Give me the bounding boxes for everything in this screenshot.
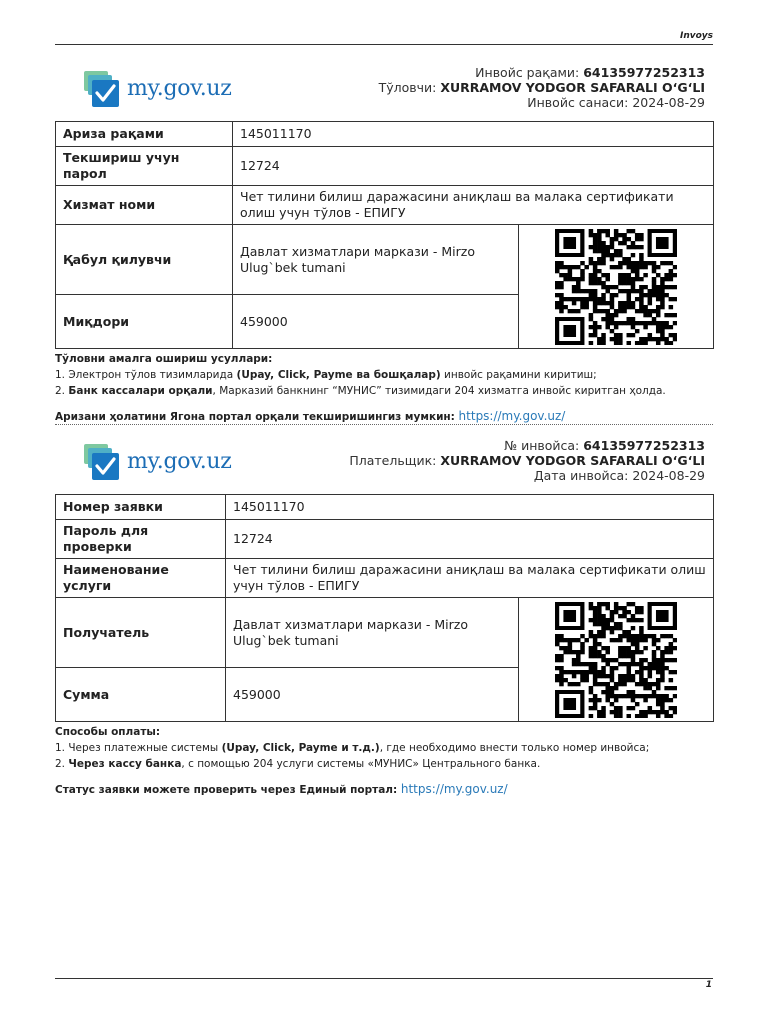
note-bold: Банк кассалари орқали <box>68 385 213 397</box>
table-row <box>56 225 714 295</box>
note-bold: (Upay, Click, Payme ва бошқалар) <box>236 369 441 381</box>
invoice-date: 2024-08-29 <box>632 95 705 110</box>
invoice-number-label: Инвойс рақами: <box>475 65 584 80</box>
note-text: , где необходимо внести только номер инвойса; <box>379 742 650 754</box>
table-row <box>56 598 714 668</box>
request-number-value: 145011170 <box>233 122 714 147</box>
payer-name: XURRAMOV YODGOR SAFARALI O‘G‘LI <box>440 80 705 95</box>
note-bold: Через кассу банка <box>68 758 182 770</box>
payer-label: Тўловчи: <box>378 80 441 95</box>
invoice-meta <box>379 65 705 110</box>
service-name-label: Хизмат номи <box>56 186 233 225</box>
qr-code-icon[interactable] <box>555 602 677 718</box>
payment-method-2 <box>55 383 713 399</box>
mygov-logo[interactable] <box>83 70 243 110</box>
payment-method-1 <box>55 740 713 756</box>
invoice-meta <box>349 438 705 483</box>
payment-methods <box>55 724 713 772</box>
footer-divider <box>55 978 713 979</box>
note-text: 2. <box>55 385 69 397</box>
mygov-logo[interactable] <box>83 443 243 483</box>
password-value: 12724 <box>233 147 714 186</box>
table-row <box>56 520 714 559</box>
invoice-table <box>55 494 714 722</box>
amount-value: 459000 <box>226 668 519 722</box>
portal-link[interactable]: https://my.gov.uz/ <box>458 409 566 423</box>
payment-methods <box>55 351 713 399</box>
invoice-number: 64135977252313 <box>583 65 705 80</box>
table-row <box>56 186 714 225</box>
payment-methods-title: Способы оплаты: <box>55 726 161 738</box>
note-text: 1. Через платежные системы <box>55 742 222 754</box>
table-row <box>56 559 714 598</box>
note-text: 2. <box>55 758 69 770</box>
invoice-date-label: Дата инвойса: <box>533 468 633 483</box>
header-divider <box>55 44 713 45</box>
invoice-section-ru <box>55 435 713 796</box>
logo-text: my.gov.uz <box>127 449 232 474</box>
note-text: инвойс рақамини киритиш; <box>440 369 597 381</box>
request-number-label: Ариза рақами <box>56 122 233 147</box>
page-number: 1 <box>705 980 712 990</box>
portal-text: Статус заявки можете проверить через Единый портал: <box>55 784 401 796</box>
table-row <box>56 147 714 186</box>
invoice-number-label: № инвойса: <box>504 438 584 453</box>
note-text: , Марказий банкнинг “МУНИС” тизимидаги 204 хизматга инвойс киритган ҳолда. <box>212 385 666 397</box>
invoice-date: 2024-08-29 <box>632 468 705 483</box>
logo-text: my.gov.uz <box>127 76 232 101</box>
service-name-value: Чет тилини билиш даражасини аниқлаш ва малака сертификати олиш учун тўлов - ЕПИГУ <box>226 559 714 598</box>
receiver-label: Қабул қилувчи <box>56 225 233 295</box>
receiver-value: Давлат хизматлари маркази - Mirzo Ulug`bek tumani <box>226 598 519 668</box>
service-name-label: Наименование услуги <box>56 559 226 598</box>
request-number-value: 145011170 <box>226 495 714 520</box>
portal-note <box>55 409 713 423</box>
portal-link[interactable]: https://my.gov.uz/ <box>400 782 508 796</box>
password-label: Текшириш учун парол <box>56 147 233 186</box>
amount-label: Сумма <box>56 668 226 722</box>
payment-method-2 <box>55 756 713 772</box>
mygov-checkmark-logo-icon <box>83 70 123 110</box>
payment-methods-title: Тўловни амалга ошириш усуллари: <box>55 353 273 365</box>
document-header-label: Invoys <box>679 31 713 41</box>
amount-label: Миқдори <box>56 295 233 349</box>
table-row <box>56 495 714 520</box>
portal-text: Аризани ҳолатини Ягона портал орқали текширишингиз мумкин: <box>55 411 459 423</box>
invoice-section-uz <box>55 62 713 423</box>
request-number-label: Номер заявки <box>56 495 226 520</box>
qr-cell <box>519 598 714 722</box>
service-name-value: Чет тилини билиш даражасини аниқлаш ва малака сертификати олиш учун тўлов - ЕПИГУ <box>233 186 714 225</box>
invoice-number: 64135977252313 <box>583 438 705 453</box>
invoice-date-label: Инвойс санаси: <box>527 95 633 110</box>
receiver-value: Давлат хизматлари маркази - Mirzo Ulug`bek tumani <box>233 225 519 295</box>
note-bold: (Upay, Click, Payme и т.д.) <box>221 742 380 754</box>
invoice-table <box>55 121 714 349</box>
receiver-label: Получатель <box>56 598 226 668</box>
payer-name: XURRAMOV YODGOR SAFARALI O‘G‘LI <box>440 453 705 468</box>
note-text: 1. Электрон тўлов тизимларида <box>55 369 237 381</box>
amount-value: 459000 <box>233 295 519 349</box>
password-value: 12724 <box>226 520 714 559</box>
invoice-header <box>55 435 713 494</box>
qr-code-icon[interactable] <box>555 229 677 345</box>
qr-cell <box>519 225 714 349</box>
payment-method-1 <box>55 367 713 383</box>
mygov-checkmark-logo-icon <box>83 443 123 483</box>
password-label: Пароль для проверки <box>56 520 226 559</box>
note-text: , с помощью 204 услуги системы «МУНИС» Центрального банка. <box>181 758 541 770</box>
cut-line-divider <box>55 424 713 425</box>
table-row <box>56 122 714 147</box>
invoice-header <box>55 62 713 121</box>
payer-label: Плательщик: <box>349 453 441 468</box>
portal-note <box>55 782 713 796</box>
